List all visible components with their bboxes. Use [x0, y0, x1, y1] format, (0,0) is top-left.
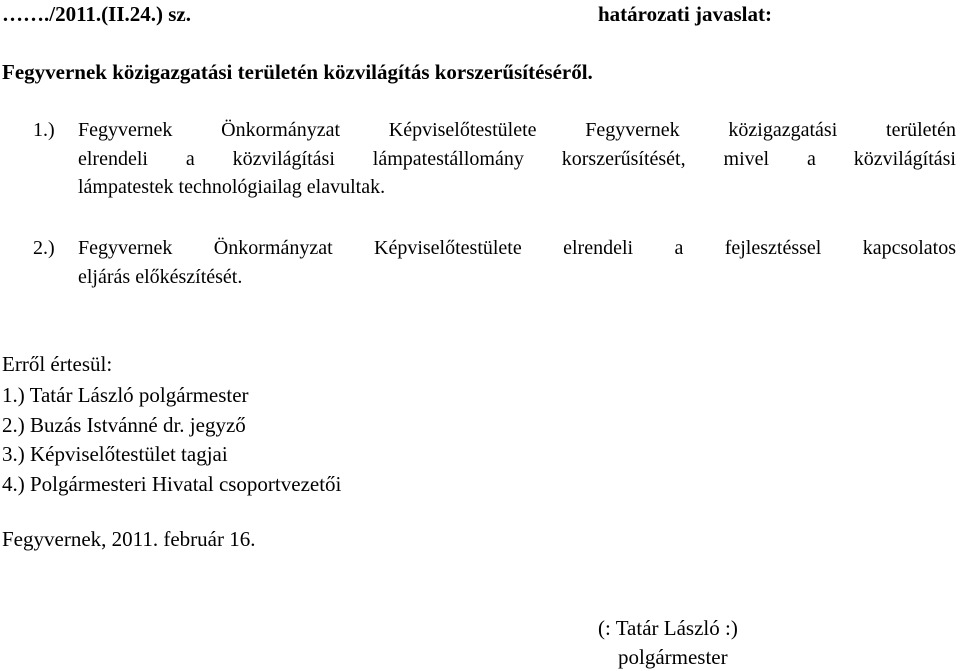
- recipient-item: 3.) Képviselőtestület tagjai: [2, 442, 228, 466]
- item-text: [78, 234, 956, 291]
- document-subject: Fegyvernek közigazgatási területén közvilágítás korszerűsítéséről.: [2, 60, 593, 84]
- item-line: Fegyvernek Önkormányzat Képviselőtestülete elrendeli a fejlesztéssel kapcsolatos: [78, 237, 956, 259]
- resolution-number: ……./2011.(II.24.) sz.: [2, 2, 191, 26]
- item-line: lámpatestek technológiailag elavultak.: [78, 176, 386, 198]
- recipient-list: [2, 381, 341, 499]
- item-number: 2.): [33, 237, 55, 259]
- resolution-item-2: [33, 234, 956, 291]
- signatory-title: polgármester: [618, 645, 728, 669]
- notify-heading: Erről értesül:: [2, 352, 113, 376]
- resolution-item-1: [33, 116, 956, 202]
- place-date: Fegyvernek, 2011. február 16.: [2, 527, 256, 551]
- item-number: 1.): [33, 119, 55, 141]
- recipient-item: 1.) Tatár László polgármester: [2, 383, 249, 407]
- item-line: Fegyvernek Önkormányzat Képviselőtestülete Fegyvernek közigazgatási területén: [78, 119, 956, 141]
- document-type: határozati javaslat:: [598, 2, 772, 26]
- item-text: [78, 116, 956, 202]
- recipient-item: 4.) Polgármesteri Hivatal csoportvezetői: [2, 471, 342, 496]
- recipient-item: 2.) Buzás Istvánné dr. jegyző: [2, 412, 246, 437]
- item-line: eljárás előkészítését.: [78, 265, 243, 288]
- item-line: elrendeli a közvilágítási lámpatestállomány korszerűsítését, mivel a közvilágítási: [78, 147, 956, 170]
- signatory-name: (: Tatár László :): [598, 616, 738, 640]
